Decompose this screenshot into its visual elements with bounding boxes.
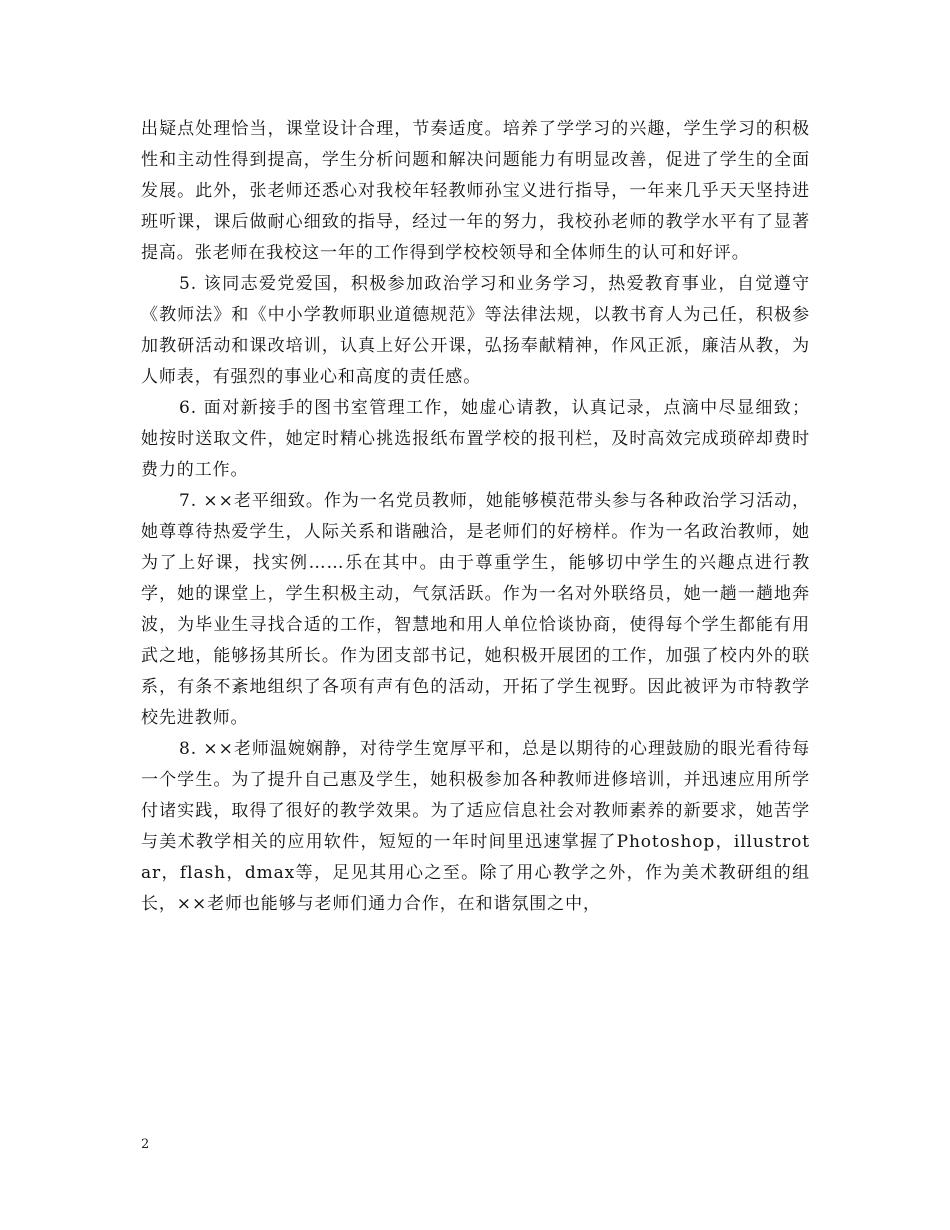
paragraph-item-7: 7. ××老平细致。作为一名党员教师，她能够模范带头参与各种政治学习活动，她尊尊待热爱学生，人际关系和谐融洽，是老师们的好榜样。作为一名政治教师，她为了上好课，找实例……乐在其中。由于尊重学生，能够切中学生的兴趣点进行教学，她的课堂上，学生积极主动，气氛活跃。作为一名对外联络员，她一趟一趟地奔波，为毕业生寻找合适的工作，智慧地和用人单位恰谈协商，使得每个学生都能有用武之地，能够扬其所长。作为团支部书记，她积极开展团的工作，加强了校内外的联系，有条不紊地组织了各项有声有色的活动，开拓了学生视野。因此被评为市特教学校先进教师。 <box>141 491 810 728</box>
body-text <box>141 114 810 920</box>
paragraph-item-6: 6. 面对新接手的图书室管理工作，她虚心请教，认真记录，点滴中尽显细致；她按时送取文件，她定时精心挑选报纸布置学校的报刊栏，及时高效完成琐碎却费时费力的工作。 <box>141 398 810 480</box>
paragraph-continued: 出疑点处理恰当，课堂设计合理，节奏适度。培养了学学习的兴趣，学生学习的积极性和主动性得到提高，学生分析问题和解决问题能力有明显改善，促进了学生的全面发展。此外，张老师还悉心对我校年轻教师孙宝义进行指导，一年来几乎天天坚持进班听课，课后做耐心细致的指导，经过一年的努力，我校孙老师的教学水平有了显著提高。张老师在我校这一年的工作得到学校校领导和全体师生的认可和好评。 <box>141 119 810 263</box>
paragraph-item-8: 8. ××老师温婉娴静，对待学生宽厚平和，总是以期待的心理鼓励的眼光看待每一个学生。为了提升自己惠及学生，她积极参加各种教师进修培训，并迅速应用所学付诸实践，取得了很好的教学效果。为了适应信息社会对教师素养的新要求，她苦学与美术教学相关的应用软件，短短的一年时间里迅速掌握了Photoshop，illustrotar，flash，dmax等，足见其用心之至。除了用心教学之外，作为美术教研组的组长，××老师也能够与老师们通力合作，在和谐氛围之中， <box>141 739 810 914</box>
paragraph-item-5: 5. 该同志爱党爱国，积极参加政治学习和业务学习，热爱教育事业，自觉遵守《教师法》和《中小学教师职业道德规范》等法律法规，以教书育人为己任，积极参加教研活动和课改培训，认真上好公开课，弘扬奉献精神，作风正派，廉洁从教，为人师表，有强烈的事业心和高度的责任感。 <box>141 274 810 387</box>
page-number: 2 <box>141 1137 150 1152</box>
